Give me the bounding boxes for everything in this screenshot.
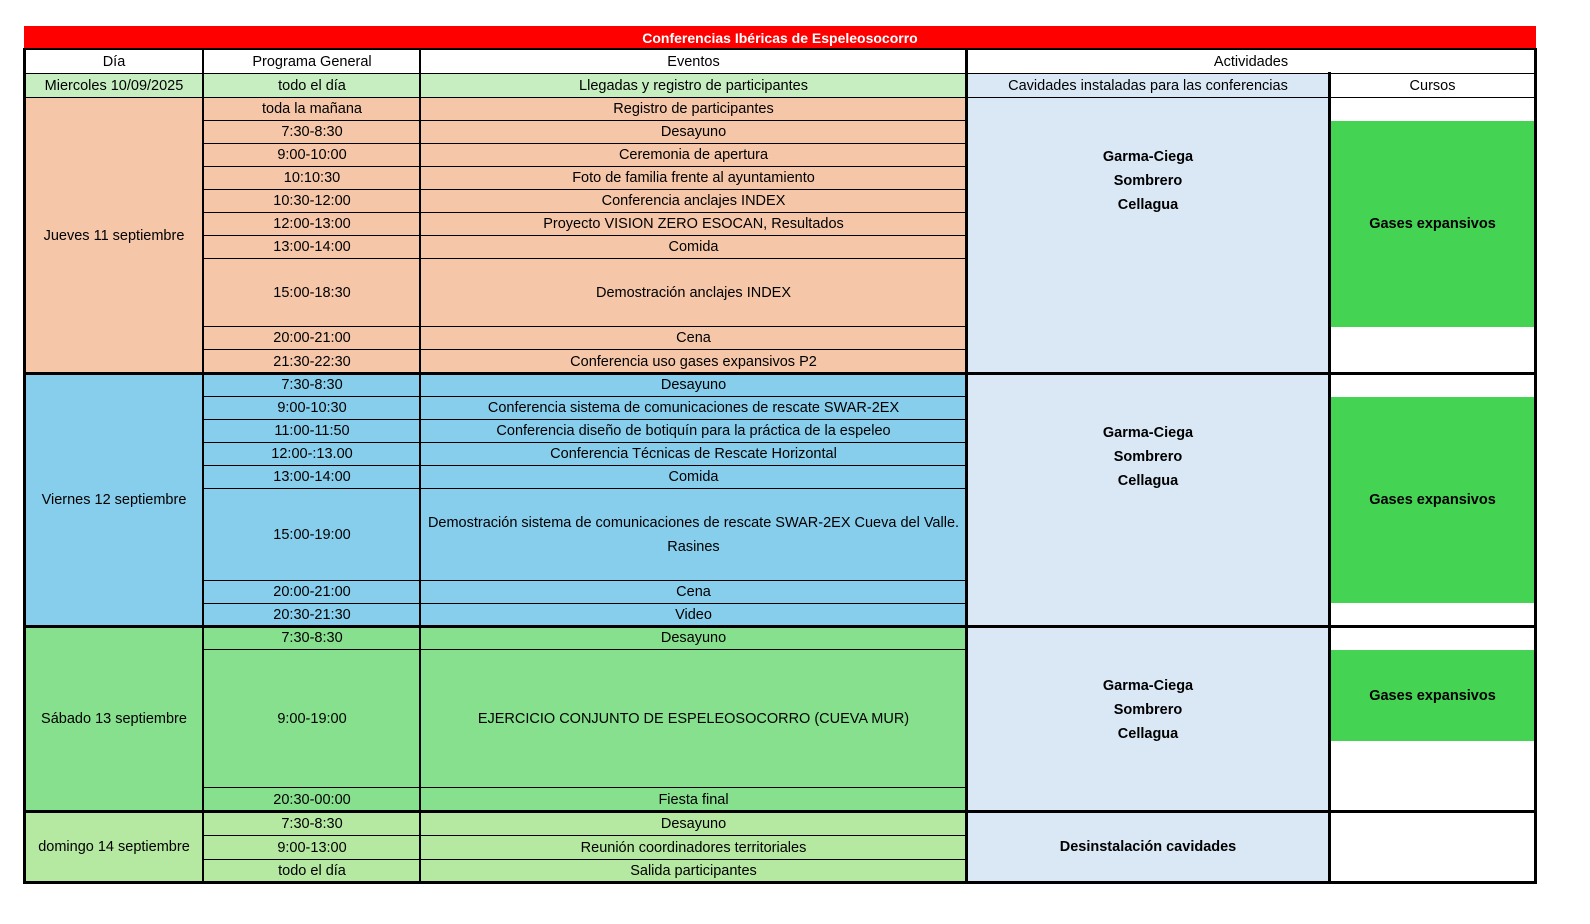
caves-saturday bbox=[966, 626, 1330, 812]
time-cell: 20:00-21:00 bbox=[203, 326, 421, 350]
cave-name: Sombrero bbox=[1113, 173, 1183, 189]
time-cell: 10:10:30 bbox=[203, 166, 421, 190]
time-cell: 9:00-19:00 bbox=[203, 649, 421, 788]
event-cell: Llegadas y registro de participantes bbox=[420, 73, 967, 98]
event-cell: Conferencia Técnicas de Rescate Horizontal bbox=[420, 442, 967, 466]
event-cell: Foto de familia frente al ayuntamiento bbox=[420, 166, 967, 190]
header-cursos: Cursos bbox=[1329, 73, 1536, 98]
time-cell: 9:00-13:00 bbox=[203, 835, 421, 860]
time-cell: 7:30-8:30 bbox=[203, 373, 421, 397]
event-cell: Video bbox=[420, 603, 967, 627]
time-cell: 9:00-10:30 bbox=[203, 396, 421, 420]
header-actividades: Actividades bbox=[966, 49, 1536, 74]
time-cell: 11:00-11:50 bbox=[203, 419, 421, 443]
event-cell: Desayuno bbox=[420, 626, 967, 650]
header-cavidades: Cavidades instaladas para las conferencias bbox=[966, 73, 1330, 98]
event-cell: EJERCICIO CONJUNTO DE ESPELEOSOCORRO (CUEVA MUR) bbox=[420, 649, 967, 788]
event-cell: Demostración anclajes INDEX bbox=[420, 258, 967, 327]
event-cell: Cena bbox=[420, 580, 967, 604]
cave-name: Sombrero bbox=[1113, 702, 1183, 718]
border-line bbox=[965, 48, 968, 884]
border-line bbox=[1534, 48, 1537, 884]
cave-name: Cellagua bbox=[1117, 197, 1179, 213]
time-cell: 9:00-10:00 bbox=[203, 143, 421, 167]
event-cell: Cena bbox=[420, 326, 967, 350]
time-cell: todo el día bbox=[203, 859, 421, 883]
time-cell: todo el día bbox=[203, 73, 421, 98]
border-line bbox=[419, 48, 421, 884]
border-line bbox=[23, 48, 26, 884]
border-line bbox=[202, 48, 204, 884]
cave-name: Cellagua bbox=[1117, 726, 1179, 742]
event-cell: Conferencia diseño de botiquín para la práctica de la espeleo bbox=[420, 419, 967, 443]
course-block: Gases expansivos bbox=[1331, 650, 1534, 741]
time-cell: 20:30-00:00 bbox=[203, 787, 421, 812]
cave-name: Garma-Ciega bbox=[1102, 678, 1194, 694]
event-cell: Ceremonia de apertura bbox=[420, 143, 967, 167]
event-cell: Salida participantes bbox=[420, 859, 967, 883]
cave-name: Garma-Ciega bbox=[1102, 149, 1194, 165]
header-eventos: Eventos bbox=[420, 49, 967, 74]
event-cell: Comida bbox=[420, 465, 967, 489]
day-label-saturday: Sábado 13 septiembre bbox=[24, 626, 204, 812]
time-cell: toda la mañana bbox=[203, 97, 421, 121]
event-cell: Desayuno bbox=[420, 811, 967, 836]
event-cell: Demostración sistema de comunicaciones de rescate SWAR-2EX Cueva del Valle. Rasines bbox=[420, 488, 967, 581]
event-cell: Desayuno bbox=[420, 120, 967, 144]
time-cell: 20:00-21:00 bbox=[203, 580, 421, 604]
event-cell: Conferencia uso gases expansivos P2 bbox=[420, 349, 967, 374]
time-cell: 21:30-22:30 bbox=[203, 349, 421, 374]
event-cell: Conferencia anclajes INDEX bbox=[420, 189, 967, 213]
course-block: Gases expansivos bbox=[1331, 397, 1534, 603]
cave-name: Cellagua bbox=[1117, 473, 1179, 489]
caves-sunday: Desinstalación cavidades bbox=[966, 811, 1330, 883]
border-line bbox=[23, 881, 1537, 884]
caves-thursday bbox=[966, 97, 1330, 374]
cave-name: Garma-Ciega bbox=[1102, 425, 1194, 441]
border-line bbox=[23, 372, 1537, 375]
time-cell: 7:30-8:30 bbox=[203, 811, 421, 836]
time-cell: 20:30-21:30 bbox=[203, 603, 421, 627]
border-line bbox=[23, 625, 1537, 628]
border-line bbox=[23, 48, 1537, 50]
time-cell: 7:30-8:30 bbox=[203, 626, 421, 650]
courses-sunday-frame bbox=[1329, 811, 1536, 883]
event-cell: Conferencia sistema de comunicaciones de rescate SWAR-2EX bbox=[420, 396, 967, 420]
day-label-thursday: Jueves 11 septiembre bbox=[24, 97, 204, 374]
sheet-title: Conferencias Ibéricas de Espeleosocorro bbox=[24, 26, 1536, 49]
day-label-wednesday: Miercoles 10/09/2025 bbox=[24, 73, 204, 98]
cave-name: Sombrero bbox=[1113, 449, 1183, 465]
time-cell: 15:00-18:30 bbox=[203, 258, 421, 327]
event-cell: Reunión coordinadores territoriales bbox=[420, 835, 967, 860]
border-line bbox=[23, 810, 1537, 813]
time-cell: 7:30-8:30 bbox=[203, 120, 421, 144]
caves-friday bbox=[966, 373, 1330, 627]
time-cell: 12:00-13:00 bbox=[203, 212, 421, 236]
time-cell: 13:00-14:00 bbox=[203, 465, 421, 489]
event-cell: Fiesta final bbox=[420, 787, 967, 812]
event-cell: Comida bbox=[420, 235, 967, 259]
time-cell: 15:00-19:00 bbox=[203, 488, 421, 581]
event-cell: Registro de participantes bbox=[420, 97, 967, 121]
time-cell: 13:00-14:00 bbox=[203, 235, 421, 259]
border-line bbox=[1328, 72, 1331, 884]
course-block: Gases expansivos bbox=[1331, 121, 1534, 327]
header-dia: Día bbox=[24, 49, 204, 74]
header-programa: Programa General bbox=[203, 49, 421, 74]
time-cell: 10:30-12:00 bbox=[203, 189, 421, 213]
time-cell: 12:00-:13.00 bbox=[203, 442, 421, 466]
event-cell: Proyecto VISION ZERO ESOCAN, Resultados bbox=[420, 212, 967, 236]
day-label-friday: Viernes 12 septiembre bbox=[24, 373, 204, 627]
day-label-sunday: domingo 14 septiembre bbox=[24, 811, 204, 883]
event-cell: Desayuno bbox=[420, 373, 967, 397]
